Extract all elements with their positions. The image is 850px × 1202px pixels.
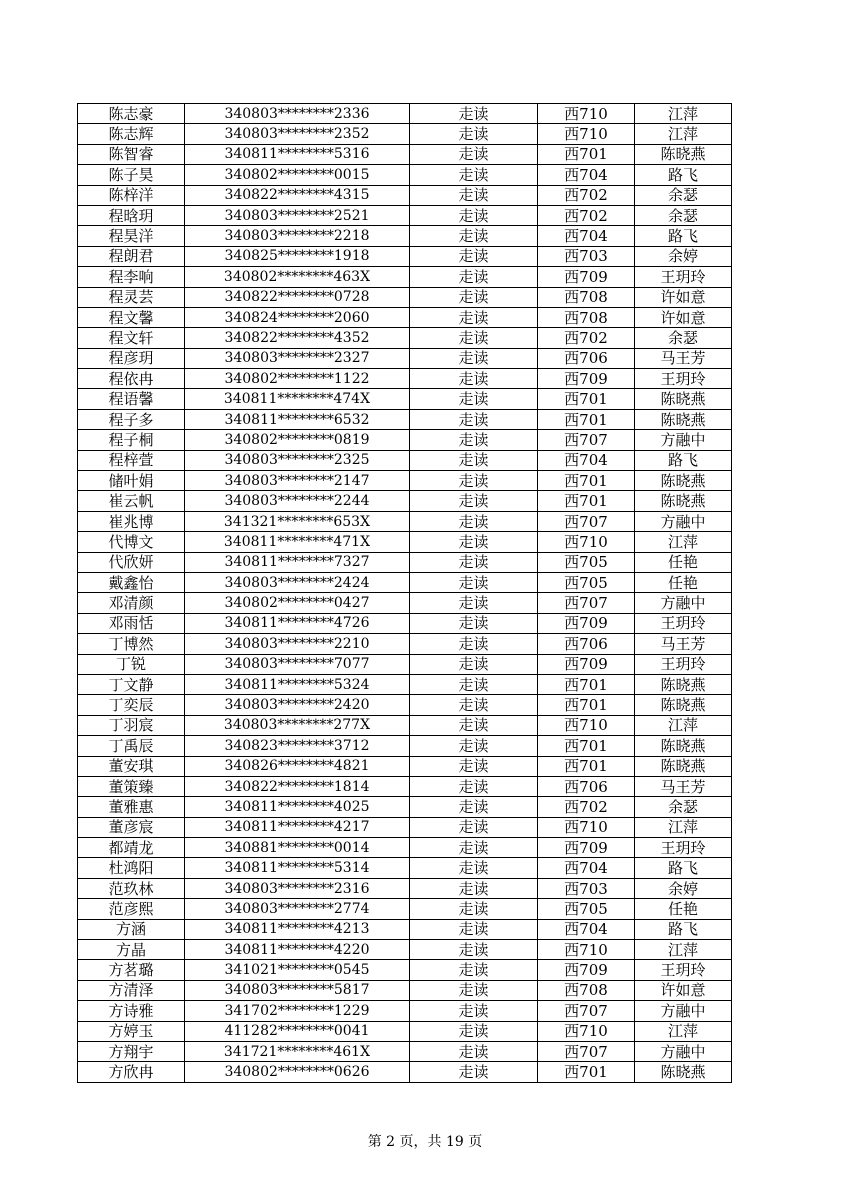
boarding-status-cell: 走读 [410, 409, 538, 429]
table-row [78, 328, 732, 348]
table-row [78, 307, 732, 327]
dorm-room-cell: 西708 [538, 307, 635, 327]
table-row [78, 817, 732, 837]
boarding-status-cell: 走读 [410, 695, 538, 715]
student-name-cell: 都靖龙 [78, 838, 185, 858]
boarding-status-cell: 走读 [410, 450, 538, 470]
id-number-cell: 340803********2147 [185, 471, 410, 491]
table-row [78, 695, 732, 715]
student-name-cell: 程彦玥 [78, 348, 185, 368]
boarding-status-cell: 走读 [410, 185, 538, 205]
boarding-status-cell: 走读 [410, 899, 538, 919]
dorm-room-cell: 西705 [538, 899, 635, 919]
boarding-status-cell: 走读 [410, 878, 538, 898]
table-row [78, 246, 732, 266]
boarding-status-cell: 走读 [410, 736, 538, 756]
id-number-cell: 340811********4217 [185, 817, 410, 837]
dorm-room-cell: 西706 [538, 348, 635, 368]
table-row [78, 491, 732, 511]
boarding-status-cell: 走读 [410, 940, 538, 960]
student-name-cell: 方婷玉 [78, 1021, 185, 1041]
dorm-room-cell: 西702 [538, 185, 635, 205]
id-number-cell: 340811********5324 [185, 674, 410, 694]
table-row [78, 940, 732, 960]
teacher-name-cell: 方融中 [635, 511, 732, 531]
student-name-cell: 丁禹辰 [78, 736, 185, 756]
student-name-cell: 程晗玥 [78, 205, 185, 225]
table-row [78, 797, 732, 817]
table-row [78, 267, 732, 287]
dorm-room-cell: 西702 [538, 328, 635, 348]
table-row [78, 552, 732, 572]
table-row [78, 634, 732, 654]
id-number-cell: 340811********474X [185, 389, 410, 409]
boarding-status-cell: 走读 [410, 165, 538, 185]
teacher-name-cell: 王玥玲 [635, 960, 732, 980]
student-name-cell: 程子多 [78, 409, 185, 429]
dorm-room-cell: 西702 [538, 797, 635, 817]
student-name-cell: 丁羽宸 [78, 715, 185, 735]
teacher-name-cell: 余婷 [635, 878, 732, 898]
table-row [78, 185, 732, 205]
dorm-room-cell: 西704 [538, 165, 635, 185]
table-row [78, 736, 732, 756]
dorm-room-cell: 西704 [538, 858, 635, 878]
teacher-name-cell: 王玥玲 [635, 369, 732, 389]
id-number-cell: 340802********1122 [185, 369, 410, 389]
boarding-status-cell: 走读 [410, 267, 538, 287]
dorm-room-cell: 西703 [538, 878, 635, 898]
student-name-cell: 董安琪 [78, 756, 185, 776]
dorm-room-cell: 西701 [538, 695, 635, 715]
teacher-name-cell: 江萍 [635, 1021, 732, 1041]
student-table [77, 103, 732, 1083]
student-name-cell: 方涵 [78, 919, 185, 939]
table-row [78, 1062, 732, 1082]
boarding-status-cell: 走读 [410, 246, 538, 266]
teacher-name-cell: 路飞 [635, 858, 732, 878]
student-name-cell: 陈志辉 [78, 124, 185, 144]
boarding-status-cell: 走读 [410, 654, 538, 674]
student-name-cell: 邓清颜 [78, 593, 185, 613]
id-number-cell: 340822********1814 [185, 776, 410, 796]
student-name-cell: 方翔宇 [78, 1041, 185, 1061]
table-row [78, 348, 732, 368]
dorm-room-cell: 西709 [538, 960, 635, 980]
student-name-cell: 程依冉 [78, 369, 185, 389]
table-row [78, 715, 732, 735]
table-row [78, 124, 732, 144]
teacher-name-cell: 陈晓燕 [635, 756, 732, 776]
boarding-status-cell: 走读 [410, 756, 538, 776]
dorm-room-cell: 西701 [538, 674, 635, 694]
student-name-cell: 程文轩 [78, 328, 185, 348]
student-name-cell: 崔云帆 [78, 491, 185, 511]
id-number-cell: 340803********2424 [185, 572, 410, 592]
dorm-room-cell: 西710 [538, 1021, 635, 1041]
id-number-cell: 340811********4025 [185, 797, 410, 817]
dorm-room-cell: 西701 [538, 1062, 635, 1082]
id-number-cell: 340822********4352 [185, 328, 410, 348]
boarding-status-cell: 走读 [410, 715, 538, 735]
id-number-cell: 340811********471X [185, 532, 410, 552]
boarding-status-cell: 走读 [410, 613, 538, 633]
teacher-name-cell: 路飞 [635, 919, 732, 939]
id-number-cell: 340811********7327 [185, 552, 410, 572]
boarding-status-cell: 走读 [410, 307, 538, 327]
dorm-room-cell: 西709 [538, 613, 635, 633]
boarding-status-cell: 走读 [410, 389, 538, 409]
boarding-status-cell: 走读 [410, 104, 538, 124]
teacher-name-cell: 路飞 [635, 450, 732, 470]
dorm-room-cell: 西710 [538, 532, 635, 552]
dorm-room-cell: 西707 [538, 593, 635, 613]
table-row [78, 389, 732, 409]
dorm-room-cell: 西708 [538, 287, 635, 307]
table-row [78, 1041, 732, 1061]
boarding-status-cell: 走读 [410, 471, 538, 491]
boarding-status-cell: 走读 [410, 980, 538, 1000]
student-name-cell: 程李响 [78, 267, 185, 287]
teacher-name-cell: 陈晓燕 [635, 491, 732, 511]
boarding-status-cell: 走读 [410, 817, 538, 837]
student-name-cell: 方欣冉 [78, 1062, 185, 1082]
id-number-cell: 340803********2774 [185, 899, 410, 919]
table-row [78, 471, 732, 491]
dorm-room-cell: 西701 [538, 736, 635, 756]
student-name-cell: 陈子昊 [78, 165, 185, 185]
dorm-room-cell: 西703 [538, 246, 635, 266]
student-name-cell: 范玖林 [78, 878, 185, 898]
teacher-name-cell: 余瑟 [635, 205, 732, 225]
student-table-body [78, 104, 732, 1083]
id-number-cell: 411282********0041 [185, 1021, 410, 1041]
teacher-name-cell: 江萍 [635, 104, 732, 124]
table-row [78, 205, 732, 225]
table-row [78, 450, 732, 470]
teacher-name-cell: 方融中 [635, 430, 732, 450]
teacher-name-cell: 余婷 [635, 246, 732, 266]
table-row [78, 572, 732, 592]
teacher-name-cell: 路飞 [635, 165, 732, 185]
teacher-name-cell: 许如意 [635, 980, 732, 1000]
teacher-name-cell: 马王芳 [635, 348, 732, 368]
student-name-cell: 丁博然 [78, 634, 185, 654]
student-name-cell: 程朗君 [78, 246, 185, 266]
id-number-cell: 340811********5316 [185, 144, 410, 164]
table-row [78, 838, 732, 858]
table-row [78, 960, 732, 980]
id-number-cell: 340803********2521 [185, 205, 410, 225]
dorm-room-cell: 西706 [538, 776, 635, 796]
table-row [78, 654, 732, 674]
dorm-room-cell: 西709 [538, 654, 635, 674]
dorm-room-cell: 西704 [538, 226, 635, 246]
table-row [78, 899, 732, 919]
student-name-cell: 程昊洋 [78, 226, 185, 246]
boarding-status-cell: 走读 [410, 226, 538, 246]
dorm-room-cell: 西704 [538, 450, 635, 470]
boarding-status-cell: 走读 [410, 430, 538, 450]
table-row [78, 858, 732, 878]
boarding-status-cell: 走读 [410, 1021, 538, 1041]
boarding-status-cell: 走读 [410, 858, 538, 878]
id-number-cell: 341021********0545 [185, 960, 410, 980]
student-name-cell: 陈志豪 [78, 104, 185, 124]
teacher-name-cell: 江萍 [635, 817, 732, 837]
table-row [78, 511, 732, 531]
student-name-cell: 方诗雅 [78, 1001, 185, 1021]
student-name-cell: 储叶娟 [78, 471, 185, 491]
student-name-cell: 杜鸿阳 [78, 858, 185, 878]
teacher-name-cell: 王玥玲 [635, 613, 732, 633]
table-row [78, 980, 732, 1000]
id-number-cell: 340803********7077 [185, 654, 410, 674]
table-row [78, 919, 732, 939]
dorm-room-cell: 西710 [538, 124, 635, 144]
table-row [78, 369, 732, 389]
teacher-name-cell: 余瑟 [635, 328, 732, 348]
boarding-status-cell: 走读 [410, 205, 538, 225]
id-number-cell: 340822********0728 [185, 287, 410, 307]
id-number-cell: 340803********2420 [185, 695, 410, 715]
boarding-status-cell: 走读 [410, 369, 538, 389]
dorm-room-cell: 西701 [538, 491, 635, 511]
student-name-cell: 陈智睿 [78, 144, 185, 164]
id-number-cell: 340803********2218 [185, 226, 410, 246]
id-number-cell: 340881********0014 [185, 838, 410, 858]
dorm-room-cell: 西707 [538, 430, 635, 450]
id-number-cell: 340803********2325 [185, 450, 410, 470]
teacher-name-cell: 马王芳 [635, 634, 732, 654]
id-number-cell: 340802********0626 [185, 1062, 410, 1082]
table-row [78, 613, 732, 633]
id-number-cell: 341702********1229 [185, 1001, 410, 1021]
dorm-room-cell: 西701 [538, 409, 635, 429]
boarding-status-cell: 走读 [410, 1041, 538, 1061]
teacher-name-cell: 江萍 [635, 124, 732, 144]
boarding-status-cell: 走读 [410, 1001, 538, 1021]
student-name-cell: 方清泽 [78, 980, 185, 1000]
teacher-name-cell: 许如意 [635, 287, 732, 307]
student-name-cell: 方茗璐 [78, 960, 185, 980]
table-row [78, 878, 732, 898]
dorm-room-cell: 西709 [538, 369, 635, 389]
table-row [78, 144, 732, 164]
teacher-name-cell: 任艳 [635, 552, 732, 572]
student-name-cell: 董彦宸 [78, 817, 185, 837]
table-row [78, 1021, 732, 1041]
boarding-status-cell: 走读 [410, 593, 538, 613]
dorm-room-cell: 西709 [538, 838, 635, 858]
boarding-status-cell: 走读 [410, 797, 538, 817]
teacher-name-cell: 路飞 [635, 226, 732, 246]
id-number-cell: 340803********2244 [185, 491, 410, 511]
dorm-room-cell: 西701 [538, 756, 635, 776]
dorm-room-cell: 西707 [538, 511, 635, 531]
student-name-cell: 崔兆博 [78, 511, 185, 531]
id-number-cell: 340802********0819 [185, 430, 410, 450]
boarding-status-cell: 走读 [410, 552, 538, 572]
dorm-room-cell: 西707 [538, 1001, 635, 1021]
teacher-name-cell: 方融中 [635, 593, 732, 613]
boarding-status-cell: 走读 [410, 674, 538, 694]
teacher-name-cell: 陈晓燕 [635, 736, 732, 756]
boarding-status-cell: 走读 [410, 491, 538, 511]
student-name-cell: 程梓萱 [78, 450, 185, 470]
boarding-status-cell: 走读 [410, 532, 538, 552]
id-number-cell: 340803********5817 [185, 980, 410, 1000]
id-number-cell: 340811********4213 [185, 919, 410, 939]
id-number-cell: 340811********6532 [185, 409, 410, 429]
teacher-name-cell: 许如意 [635, 307, 732, 327]
teacher-name-cell: 陈晓燕 [635, 1062, 732, 1082]
dorm-room-cell: 西705 [538, 552, 635, 572]
page-footer: 第 2 页，共 19 页 [367, 1134, 483, 1150]
boarding-status-cell: 走读 [410, 572, 538, 592]
boarding-status-cell: 走读 [410, 1062, 538, 1082]
table-row [78, 409, 732, 429]
teacher-name-cell: 王玥玲 [635, 838, 732, 858]
teacher-name-cell: 江萍 [635, 532, 732, 552]
table-row [78, 776, 732, 796]
id-number-cell: 340803********2327 [185, 348, 410, 368]
student-name-cell: 丁奕辰 [78, 695, 185, 715]
teacher-name-cell: 陈晓燕 [635, 674, 732, 694]
id-number-cell: 341721********461X [185, 1041, 410, 1061]
student-name-cell: 代博文 [78, 532, 185, 552]
table-row [78, 1001, 732, 1021]
id-number-cell: 340802********463X [185, 267, 410, 287]
teacher-name-cell: 陈晓燕 [635, 409, 732, 429]
id-number-cell: 340811********4726 [185, 613, 410, 633]
table-row [78, 674, 732, 694]
id-number-cell: 341321********653X [185, 511, 410, 531]
teacher-name-cell: 任艳 [635, 572, 732, 592]
dorm-room-cell: 西701 [538, 144, 635, 164]
dorm-room-cell: 西705 [538, 572, 635, 592]
teacher-name-cell: 余瑟 [635, 797, 732, 817]
teacher-name-cell: 王玥玲 [635, 654, 732, 674]
id-number-cell: 340811********5314 [185, 858, 410, 878]
dorm-room-cell: 西707 [538, 1041, 635, 1061]
dorm-room-cell: 西702 [538, 205, 635, 225]
student-name-cell: 代欣妍 [78, 552, 185, 572]
teacher-name-cell: 江萍 [635, 715, 732, 735]
teacher-name-cell: 陈晓燕 [635, 144, 732, 164]
id-number-cell: 340811********4220 [185, 940, 410, 960]
student-name-cell: 程文馨 [78, 307, 185, 327]
dorm-room-cell: 西708 [538, 980, 635, 1000]
teacher-name-cell: 马王芳 [635, 776, 732, 796]
dorm-room-cell: 西704 [538, 919, 635, 939]
dorm-room-cell: 西709 [538, 267, 635, 287]
table-row [78, 593, 732, 613]
boarding-status-cell: 走读 [410, 838, 538, 858]
id-number-cell: 340825********1918 [185, 246, 410, 266]
dorm-room-cell: 西701 [538, 389, 635, 409]
id-number-cell: 340822********4315 [185, 185, 410, 205]
student-name-cell: 丁锐 [78, 654, 185, 674]
id-number-cell: 340824********2060 [185, 307, 410, 327]
boarding-status-cell: 走读 [410, 348, 538, 368]
student-name-cell: 陈梓洋 [78, 185, 185, 205]
table-row [78, 532, 732, 552]
boarding-status-cell: 走读 [410, 919, 538, 939]
teacher-name-cell: 江萍 [635, 940, 732, 960]
boarding-status-cell: 走读 [410, 144, 538, 164]
id-number-cell: 340803********2336 [185, 104, 410, 124]
student-name-cell: 董策臻 [78, 776, 185, 796]
boarding-status-cell: 走读 [410, 960, 538, 980]
table-row [78, 430, 732, 450]
student-name-cell: 程语馨 [78, 389, 185, 409]
id-number-cell: 340803********2210 [185, 634, 410, 654]
boarding-status-cell: 走读 [410, 511, 538, 531]
student-name-cell: 方晶 [78, 940, 185, 960]
boarding-status-cell: 走读 [410, 287, 538, 307]
boarding-status-cell: 走读 [410, 124, 538, 144]
student-name-cell: 丁文静 [78, 674, 185, 694]
dorm-room-cell: 西710 [538, 817, 635, 837]
dorm-room-cell: 西710 [538, 104, 635, 124]
student-name-cell: 程子桐 [78, 430, 185, 450]
table-row [78, 287, 732, 307]
table-row [78, 756, 732, 776]
dorm-room-cell: 西710 [538, 940, 635, 960]
teacher-name-cell: 陈晓燕 [635, 695, 732, 715]
id-number-cell: 340803********2316 [185, 878, 410, 898]
id-number-cell: 340826********4821 [185, 756, 410, 776]
dorm-room-cell: 西710 [538, 715, 635, 735]
table-row [78, 165, 732, 185]
id-number-cell: 340823********3712 [185, 736, 410, 756]
teacher-name-cell: 余瑟 [635, 185, 732, 205]
student-name-cell: 程灵芸 [78, 287, 185, 307]
id-number-cell: 340802********0427 [185, 593, 410, 613]
table-row [78, 104, 732, 124]
dorm-room-cell: 西706 [538, 634, 635, 654]
teacher-name-cell: 方融中 [635, 1041, 732, 1061]
teacher-name-cell: 方融中 [635, 1001, 732, 1021]
id-number-cell: 340803********277X [185, 715, 410, 735]
teacher-name-cell: 王玥玲 [635, 267, 732, 287]
student-name-cell: 范彦熙 [78, 899, 185, 919]
id-number-cell: 340802********0015 [185, 165, 410, 185]
student-name-cell: 戴鑫怡 [78, 572, 185, 592]
boarding-status-cell: 走读 [410, 328, 538, 348]
dorm-room-cell: 西701 [538, 471, 635, 491]
teacher-name-cell: 任艳 [635, 899, 732, 919]
student-name-cell: 邓雨恬 [78, 613, 185, 633]
boarding-status-cell: 走读 [410, 776, 538, 796]
teacher-name-cell: 陈晓燕 [635, 471, 732, 491]
student-name-cell: 董雅惠 [78, 797, 185, 817]
id-number-cell: 340803********2352 [185, 124, 410, 144]
teacher-name-cell: 陈晓燕 [635, 389, 732, 409]
boarding-status-cell: 走读 [410, 634, 538, 654]
table-row [78, 226, 732, 246]
